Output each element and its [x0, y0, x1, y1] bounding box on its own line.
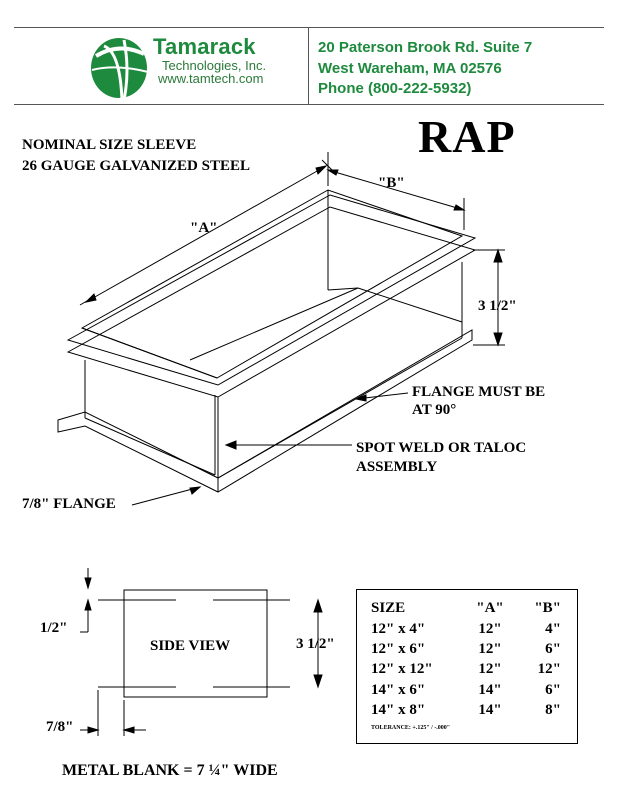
tolerance-note: TOLERANCE: +.125" / -.000"	[371, 725, 451, 731]
table-cell-size: 14" x 6"	[371, 682, 426, 698]
table-cell-size: 12" x 12"	[371, 661, 433, 677]
address-line-2: West Wareham, MA 02576	[318, 60, 502, 77]
table-cell-a: 12"	[478, 641, 502, 657]
dimension-a-label: "A"	[190, 220, 218, 236]
size-table-header-b: "B"	[534, 600, 561, 616]
table-cell-b: 6"	[545, 641, 561, 657]
side-view-height-label: 3 1/2"	[296, 636, 335, 652]
table-cell-a: 14"	[478, 702, 502, 718]
table-cell-size: 14" x 8"	[371, 702, 426, 718]
phone-number: Phone (800-222-5932)	[318, 80, 472, 97]
size-table	[356, 589, 578, 744]
product-code-title: RAP	[418, 111, 516, 162]
address-line-1: 20 Paterson Brook Rd. Suite 7	[318, 39, 533, 56]
flange-size-note: 7/8" FLANGE	[22, 496, 116, 512]
weld-note-line-1: SPOT WELD OR TALOC	[356, 440, 527, 456]
size-table-header-size: SIZE	[371, 600, 406, 616]
company-url[interactable]: www.tamtech.com	[158, 71, 264, 86]
table-cell-a: 14"	[478, 682, 502, 698]
metal-blank-note: METAL BLANK = 7 ¼" WIDE	[62, 762, 278, 779]
table-cell-size: 12" x 6"	[371, 641, 426, 657]
company-subtitle: Technologies, Inc.	[162, 58, 267, 73]
table-cell-size: 12" x 4"	[371, 621, 426, 637]
weld-note-line-2: ASSEMBLY	[356, 459, 438, 475]
side-view-flange-label: 7/8"	[46, 719, 74, 735]
table-cell-a: 12"	[478, 621, 502, 637]
side-view-label: SIDE VIEW	[150, 638, 231, 654]
dimension-b-label: "B"	[378, 175, 405, 191]
flange-note-line-1: FLANGE MUST BE	[412, 384, 546, 400]
table-cell-b: 4"	[545, 621, 561, 637]
description-line-1: NOMINAL SIZE SLEEVE	[22, 137, 197, 153]
table-cell-a: 12"	[478, 661, 502, 677]
flange-note-line-2: AT 90°	[412, 402, 457, 418]
company-name: Tamarack	[153, 34, 256, 59]
table-cell-b: 6"	[545, 682, 561, 698]
table-cell-b: 12"	[537, 661, 561, 677]
side-view-half-inch-label: 1/2"	[40, 620, 68, 636]
dimension-height-label: 3 1/2"	[478, 298, 517, 314]
table-cell-b: 8"	[545, 702, 561, 718]
description-line-2: 26 GAUGE GALVANIZED STEEL	[22, 158, 250, 174]
size-table-header-a: "A"	[476, 600, 504, 616]
